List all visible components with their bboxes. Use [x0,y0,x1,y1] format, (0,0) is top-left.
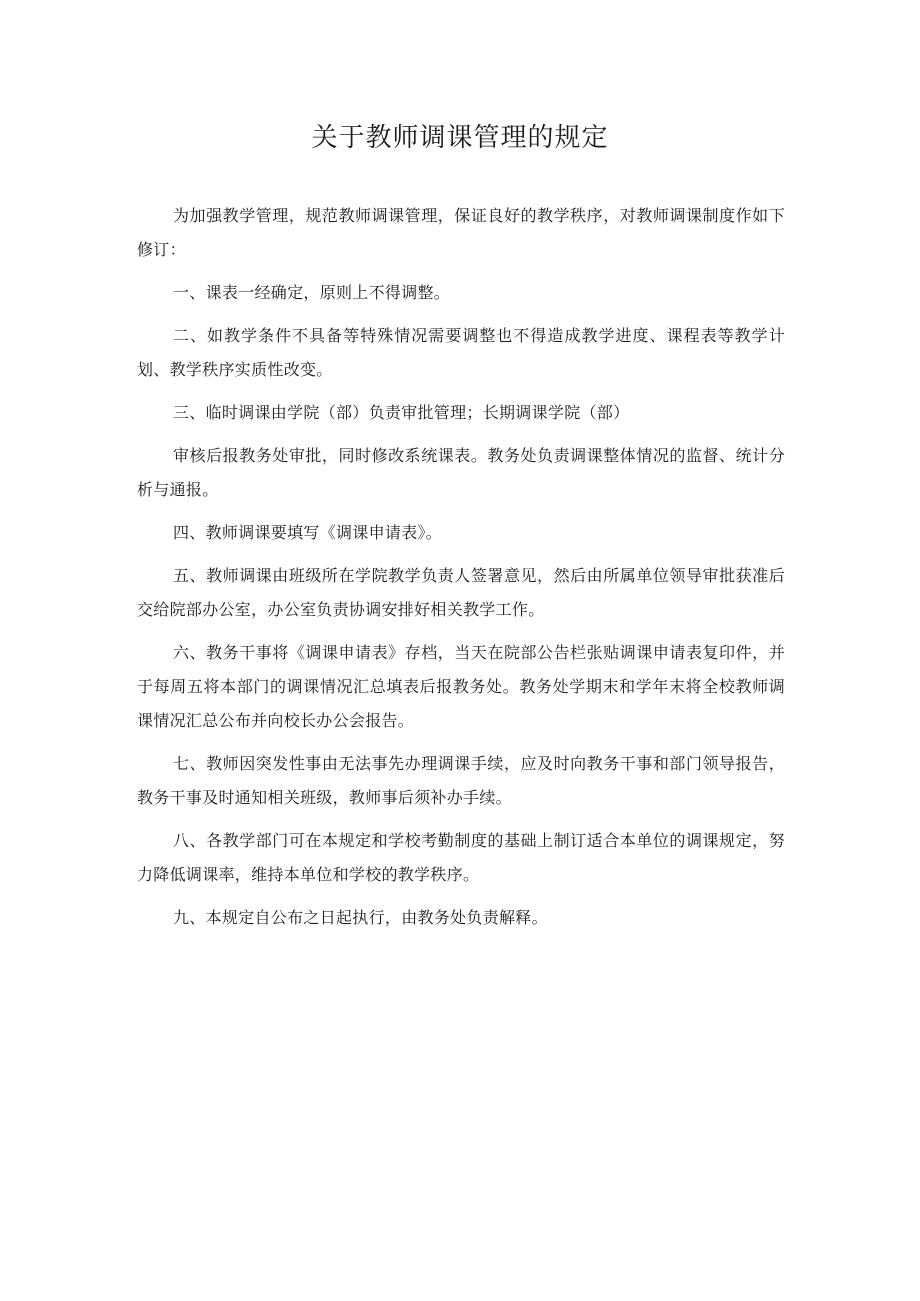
paragraph-item-5: 五、教师调课由班级所在学院教学负责人签署意见，然后由所属单位领导审批获准后交给院部办公室，办公室负责协调安排好相关教学工作。 [137,566,785,619]
paragraph-item-4: 四、教师调课要填写《调课申请表》。 [173,523,443,542]
paragraph-item-8: 八、各教学部门可在本规定和学校考勤制度的基础上制订适合本单位的调课规定，努力降低调课率，维持本单位和学校的教学秩序。 [137,831,785,884]
paragraph-item-2: 二、如教学条件不具备等特殊情况需要调整也不得造成教学进度、课程表等教学计划、教学秩序实质性改变。 [137,326,785,379]
document-body [137,199,785,944]
paragraph-item-1: 一、课表一经确定，原则上不得调整。 [173,283,451,302]
document-title: 关于教师调课管理的规定 [311,123,609,153]
paragraph-intro: 为加强教学管理，规范教师调课管理，保证良好的教学秩序，对教师调课制度作如下修订： [137,206,785,259]
paragraph-item-6: 六、教务干事将《调课申请表》存档，当天在院部公告栏张贴调课申请表复印件，并于每周五将本部门的调课情况汇总填表后报教务处。教务处学期末和学年末将全校教师调课情况汇总公布并向校长办公会报告。 [137,643,785,730]
paragraph-item-9: 九、本规定自公布之日起执行，由教务处负责解释。 [173,908,548,927]
paragraph-item-3: 三、临时调课由学院（部）负责审批管理；长期调课学院（部） [173,403,630,422]
paragraph-item-3-continued: 审核后报教务处审批，同时修改系统课表。教务处负责调课整体情况的监督、统计分析与通报。 [137,446,785,499]
paragraph-item-7: 七、教师因突发性事由无法事先办理调课手续，应及时向教务干事和部门领导报告，教务干事及时通知相关班级，教师事后须补办手续。 [137,754,785,807]
